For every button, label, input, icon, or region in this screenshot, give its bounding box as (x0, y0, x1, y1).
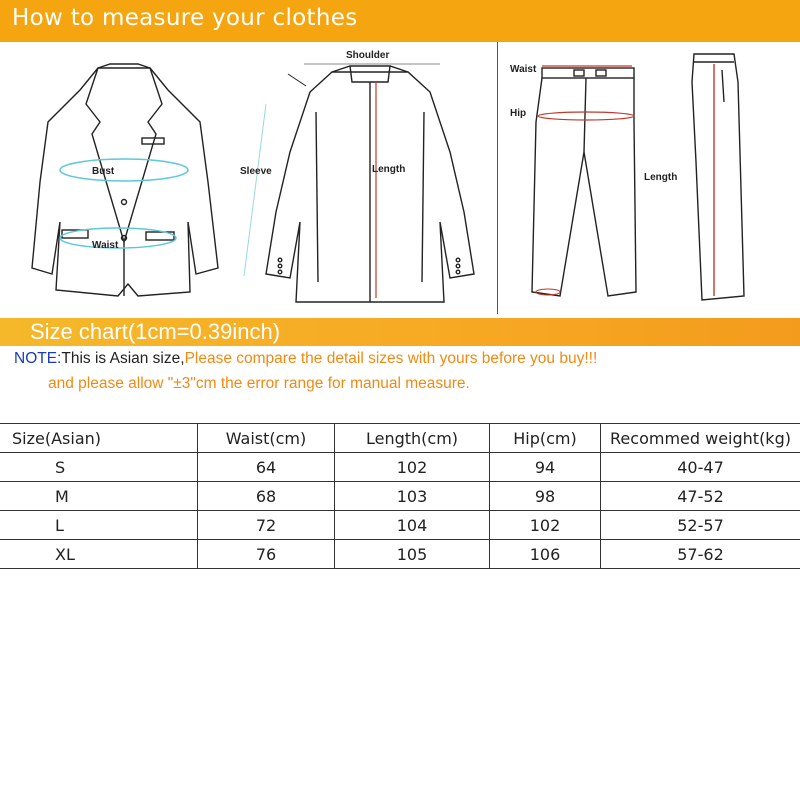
size-chart-banner (0, 318, 800, 346)
trousers-side-drawing (692, 54, 744, 300)
note-prefix: NOTE: (14, 350, 62, 367)
column-header-hip: Hip(cm) (490, 424, 601, 453)
shoulder-label: Shoulder (346, 50, 390, 61)
hip-cell: 102 (490, 511, 601, 540)
length-cell: 103 (335, 482, 490, 511)
header-banner (0, 0, 800, 42)
column-header-weight: Recommed weight(kg) (601, 424, 800, 453)
column-header-length: Length(cm) (335, 424, 490, 453)
hip-cell: 106 (490, 540, 601, 569)
table-header-row (0, 424, 800, 453)
size-table (0, 423, 800, 569)
length-cell: 102 (335, 453, 490, 482)
diagram-divider (497, 42, 498, 314)
weight-cell: 57-62 (601, 540, 800, 569)
pants-length-label: Length (644, 172, 678, 183)
column-header-waist: Waist(cm) (198, 424, 335, 453)
table-row (0, 482, 800, 511)
bust-label: Bust (92, 166, 115, 177)
table-row (0, 453, 800, 482)
note-compare: Please compare the detail sizes with yours before you buy!!! (184, 350, 598, 367)
weight-cell: 52-57 (601, 511, 800, 540)
weight-cell: 40-47 (601, 453, 800, 482)
size-cell: XL (0, 540, 198, 569)
waist-cell: 68 (198, 482, 335, 511)
length-cell: 105 (335, 540, 490, 569)
page-title: How to measure your clothes (12, 5, 358, 31)
sleeve-measure-line (244, 104, 266, 276)
jacket-back-drawing (266, 66, 474, 302)
size-cell: S (0, 453, 198, 482)
note-asian-size: This is Asian size, (61, 350, 185, 367)
jacket-length-label: Length (372, 164, 406, 175)
garment-diagram (0, 42, 800, 314)
hip-label: Hip (510, 108, 527, 119)
hip-cell: 98 (490, 482, 601, 511)
hip-cell: 94 (490, 453, 601, 482)
table-row (0, 511, 800, 540)
trousers-front-drawing (532, 68, 636, 296)
waist-cell: 72 (198, 511, 335, 540)
waist-cell: 76 (198, 540, 335, 569)
size-note (14, 350, 794, 393)
jacket-front-drawing (32, 64, 218, 296)
note-line-2: and please allow "±3"cm the error range for manual measure. (48, 375, 470, 392)
waist-cell: 64 (198, 453, 335, 482)
length-cell: 104 (335, 511, 490, 540)
size-cell: M (0, 482, 198, 511)
pants-waist-label: Waist (510, 64, 537, 75)
hip-measure-line (538, 112, 634, 120)
sleeve-label: Sleeve (240, 166, 272, 177)
bust-measure-line (60, 159, 188, 181)
size-chart-title: Size chart(1cm=0.39inch) (30, 319, 281, 344)
measurement-illustrations (0, 42, 800, 312)
weight-cell: 47-52 (601, 482, 800, 511)
note-line-1 (14, 350, 794, 368)
table-row (0, 540, 800, 569)
column-header-size: Size(Asian) (0, 424, 198, 453)
size-cell: L (0, 511, 198, 540)
waist-label: Waist (92, 240, 119, 251)
